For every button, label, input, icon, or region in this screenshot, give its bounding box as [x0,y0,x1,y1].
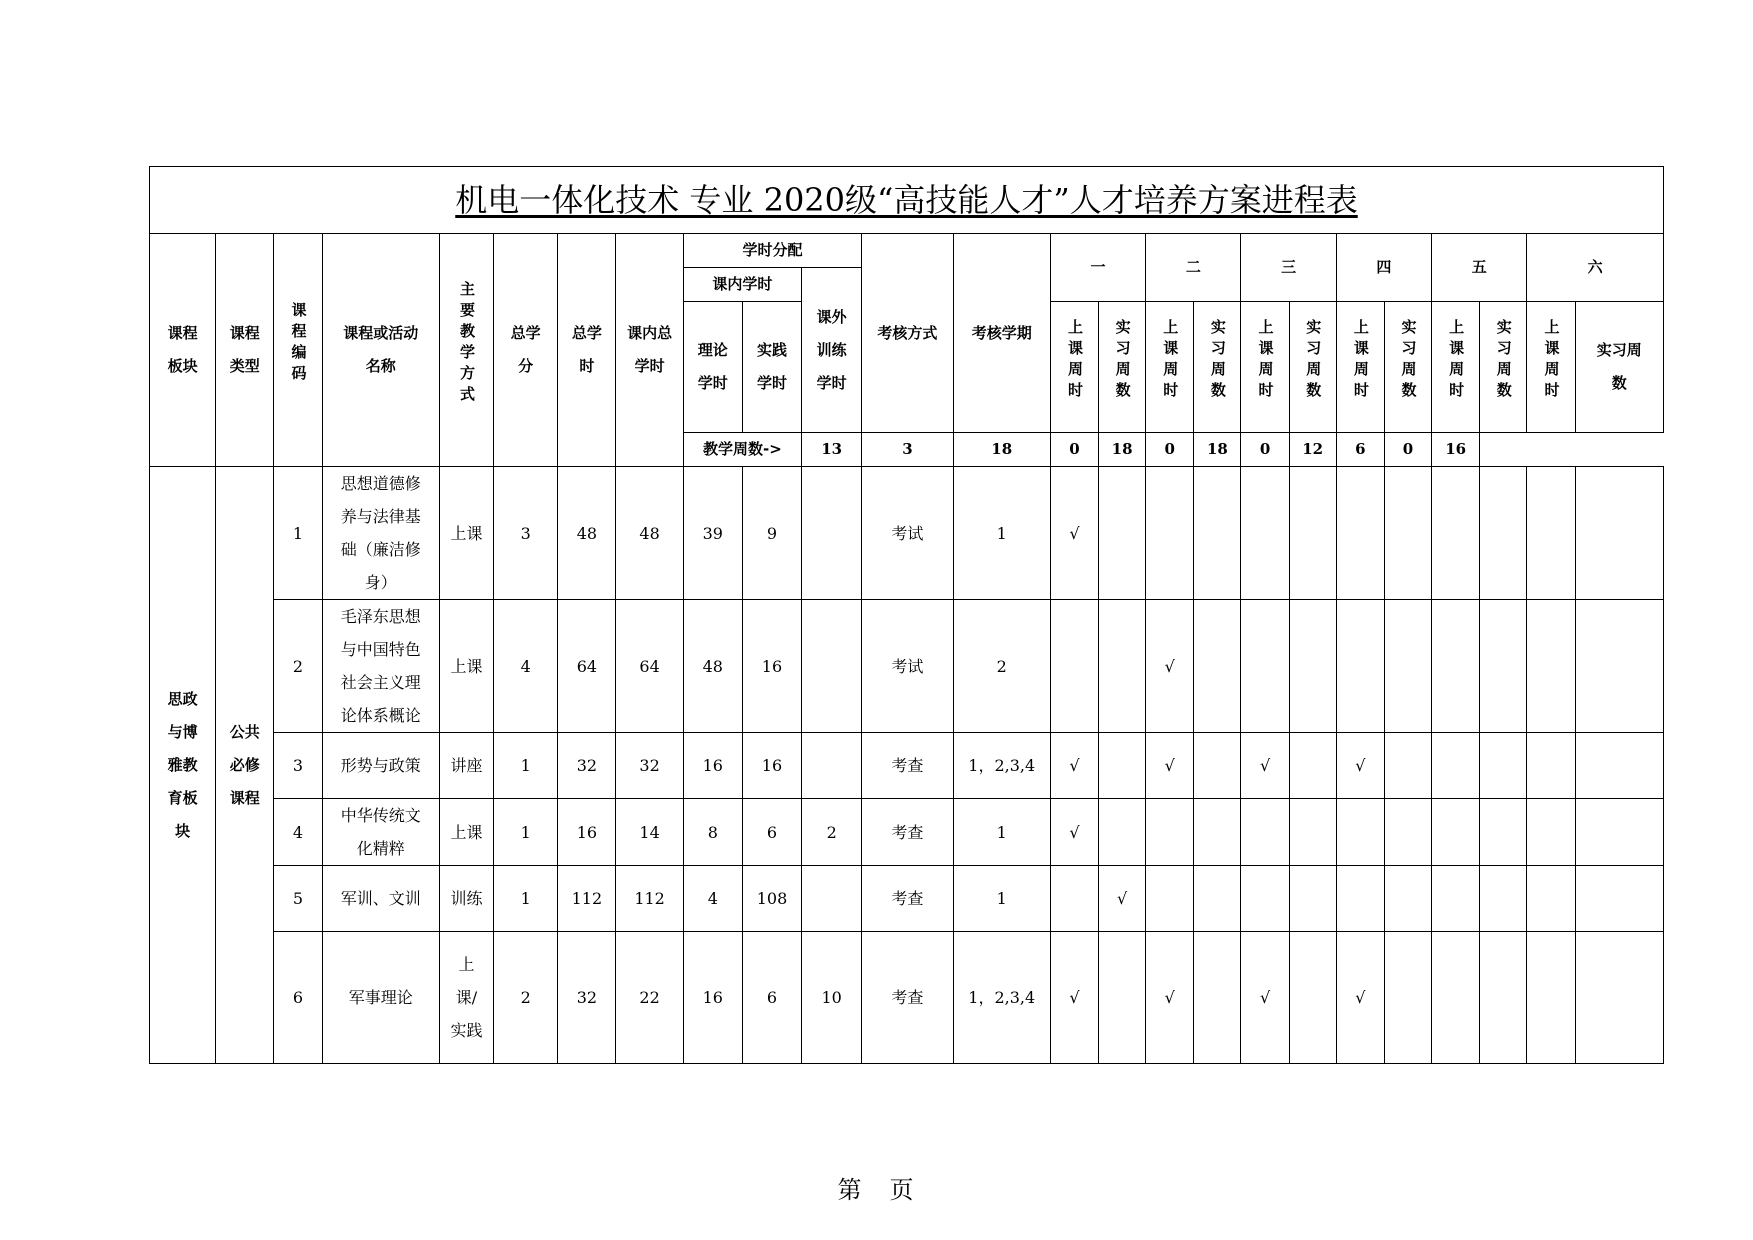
header-inclass-total: 课内总学时 [616,234,683,467]
course-exam-term: 1 [953,866,1050,932]
course-code: 2 [274,600,322,733]
semester-mark-cell [1146,866,1194,932]
course-code: 3 [274,733,322,799]
header-type: 课程类型 [216,234,274,467]
semester-mark-cell [1432,600,1480,733]
semester-mark-cell [1575,799,1663,866]
course-row [150,866,1664,932]
course-practice-hours: 9 [742,467,801,600]
semester-3-header: 三 [1241,234,1336,302]
course-name: 军训、文训 [322,866,439,932]
header-intern-weeks-s4: 实习周数 [1384,302,1431,433]
course-exam-term: 2 [953,600,1050,733]
course-inclass-hours: 32 [616,733,683,799]
header-practice: 实践学时 [742,302,801,433]
semester-mark-cell [1432,866,1480,932]
semester-mark-cell [1194,600,1241,733]
semester-mark-cell [1289,932,1336,1064]
semester-mark-cell [1432,799,1480,866]
course-inclass-hours: 112 [616,866,683,932]
semester-mark-cell: √ [1050,467,1098,600]
course-theory-hours: 16 [683,932,742,1064]
semester-2-header: 二 [1146,234,1241,302]
header-inclass-hours: 课内学时 [683,268,801,302]
semester-5-header: 五 [1432,234,1527,302]
header-intern-weeks-s1: 实习周数 [1099,302,1146,433]
semester-mark-cell: √ [1050,932,1098,1064]
course-practice-hours: 16 [742,733,801,799]
semester-mark-cell [1527,932,1575,1064]
semester-mark-cell [1099,600,1146,733]
semester-mark-cell [1194,932,1241,1064]
semester-mark-cell [1480,866,1527,932]
page-footer: 第 页 [837,1176,916,1204]
course-practice-hours: 6 [742,799,801,866]
semester-mark-cell [1336,799,1384,866]
semester-mark-cell [1480,799,1527,866]
course-practice-hours: 6 [742,932,801,1064]
header-intern-weeks-s2: 实习周数 [1194,302,1241,433]
semester-mark-cell: √ [1336,932,1384,1064]
header-hours-allocation: 学时分配 [683,234,862,268]
course-exam-method: 考查 [862,799,953,866]
semester-mark-cell [1289,866,1336,932]
course-code: 1 [274,467,322,600]
class-weeks-value-s4: 18 [1194,433,1241,467]
course-row [150,799,1664,866]
class-weeks-value-s2: 18 [953,433,1050,467]
semester-mark-cell [1194,799,1241,866]
semester-mark-cell: √ [1336,733,1384,799]
semester-mark-cell [1099,733,1146,799]
course-exam-method: 考查 [862,733,953,799]
course-name: 军事理论 [322,932,439,1064]
course-exam-method: 考查 [862,866,953,932]
semester-mark-cell [1384,932,1431,1064]
course-code: 5 [274,866,322,932]
semester-mark-cell [1289,799,1336,866]
semester-mark-cell [1527,600,1575,733]
semester-mark-cell [1289,600,1336,733]
course-inclass-hours: 64 [616,600,683,733]
semester-mark-cell [1050,866,1098,932]
course-method: 训练 [439,866,493,932]
course-row [150,600,1664,733]
course-method: 上课 [439,467,493,600]
semester-mark-cell [1384,467,1431,600]
course-name: 毛泽东思想与中国特色社会主义理论体系概论 [322,600,439,733]
course-theory-hours: 4 [683,866,742,932]
semester-mark-cell [1527,866,1575,932]
semester-mark-cell [1480,733,1527,799]
course-theory-hours: 16 [683,733,742,799]
semester-mark-cell [1527,799,1575,866]
semester-mark-cell [1480,932,1527,1064]
semester-mark-cell [1527,467,1575,600]
semester-mark-cell [1099,799,1146,866]
course-exam-method: 考查 [862,932,953,1064]
header-class-weeks-s3: 上课周时 [1241,302,1289,433]
course-total-hours: 64 [558,600,616,733]
course-extra-hours [802,733,862,799]
course-theory-hours: 48 [683,600,742,733]
semester-mark-cell [1099,467,1146,600]
course-credits: 1 [494,733,558,799]
semester-mark-cell [1194,733,1241,799]
course-extra-hours: 2 [802,799,862,866]
semester-mark-cell [1575,733,1663,799]
intern-weeks-value-s2: 0 [1050,433,1098,467]
course-row [150,467,1664,600]
semester-mark-cell [1336,467,1384,600]
semester-mark-cell [1527,733,1575,799]
course-credits: 3 [494,467,558,600]
semester-mark-cell [1575,866,1663,932]
intern-weeks-value-s6: 16 [1432,433,1480,467]
course-extra-hours: 10 [802,932,862,1064]
semester-mark-cell [1336,866,1384,932]
course-practice-hours: 108 [742,866,801,932]
course-extra-hours [802,467,862,600]
course-practice-hours: 16 [742,600,801,733]
semester-mark-cell [1099,932,1146,1064]
header-intern-weeks-s6: 实习周数 [1575,302,1663,433]
course-inclass-hours: 48 [616,467,683,600]
class-weeks-value-s6: 0 [1384,433,1431,467]
semester-1-header: 一 [1050,234,1145,302]
course-extra-hours [802,866,862,932]
semester-mark-cell [1289,733,1336,799]
semester-mark-cell [1480,600,1527,733]
semester-mark-cell [1432,467,1480,600]
header-method: 主要教学方式 [439,234,493,467]
intern-weeks-value-s4: 0 [1241,433,1289,467]
header-intern-weeks-s3: 实习周数 [1289,302,1336,433]
course-theory-hours: 39 [683,467,742,600]
semester-mark-cell [1384,733,1431,799]
header-code: 课程编码 [274,234,322,467]
semester-mark-cell [1050,600,1098,733]
header-total-hours: 总学时 [558,234,616,467]
semester-mark-cell [1241,600,1289,733]
semester-mark-cell: √ [1241,932,1289,1064]
semester-mark-cell [1384,600,1431,733]
course-method: 上课 [439,799,493,866]
course-method: 上课/实践 [439,932,493,1064]
semester-mark-cell [1241,467,1289,600]
course-exam-term: 1 [953,799,1050,866]
course-exam-method: 考试 [862,600,953,733]
semester-mark-cell [1241,799,1289,866]
header-extracurricular: 课外训练学时 [802,268,862,433]
header-class-weeks-s5: 上课周时 [1432,302,1480,433]
semester-mark-cell: √ [1099,866,1146,932]
header-class-weeks-s6: 上课周时 [1527,302,1575,433]
course-credits: 1 [494,866,558,932]
semester-mark-cell [1289,467,1336,600]
semester-mark-cell: √ [1146,733,1194,799]
course-exam-term: 1，2,3,4 [953,932,1050,1064]
header-theory: 理论学时 [683,302,742,433]
header-credits: 总学分 [494,234,558,467]
intern-weeks-value-s3: 0 [1146,433,1194,467]
class-weeks-value-s3: 18 [1099,433,1146,467]
course-total-hours: 32 [558,932,616,1064]
header-block: 课程板块 [150,234,216,467]
header-intern-weeks-s5: 实习周数 [1480,302,1527,433]
course-extra-hours [802,600,862,733]
course-code: 6 [274,932,322,1064]
course-theory-hours: 8 [683,799,742,866]
course-code: 4 [274,799,322,866]
course-inclass-hours: 14 [616,799,683,866]
semester-mark-cell [1146,467,1194,600]
semester-mark-cell [1194,866,1241,932]
semester-mark-cell [1575,932,1663,1064]
semester-mark-cell [1384,866,1431,932]
course-method: 讲座 [439,733,493,799]
course-name: 中华传统文化精粹 [322,799,439,866]
semester-mark-cell: √ [1146,932,1194,1064]
course-credits: 4 [494,600,558,733]
semester-mark-cell [1575,600,1663,733]
semester-mark-cell [1194,467,1241,600]
semester-mark-cell [1384,799,1431,866]
course-method: 上课 [439,600,493,733]
course-exam-term: 1 [953,467,1050,600]
header-name: 课程或活动名称 [322,234,439,467]
semester-mark-cell [1241,866,1289,932]
course-block-cell: 思政与博雅教育板块 [150,467,216,1064]
course-total-hours: 48 [558,467,616,600]
course-name: 形势与政策 [322,733,439,799]
header-exam-term: 考核学期 [953,234,1050,433]
semester-mark-cell [1432,733,1480,799]
class-weeks-value-s1: 13 [802,433,862,467]
header-class-weeks-s2: 上课周时 [1146,302,1194,433]
course-type-cell: 公共必修课程 [216,467,274,1064]
course-inclass-hours: 22 [616,932,683,1064]
semester-mark-cell [1480,467,1527,600]
semester-mark-cell [1575,467,1663,600]
semester-mark-cell [1432,932,1480,1064]
teaching-weeks-label: 教学周数-> [683,433,801,467]
course-credits: 2 [494,932,558,1064]
semester-4-header: 四 [1336,234,1431,302]
header-class-weeks-s1: 上课周时 [1050,302,1098,433]
semester-mark-cell: √ [1050,799,1098,866]
course-row [150,733,1664,799]
semester-mark-cell [1146,799,1194,866]
intern-weeks-value-s5: 6 [1336,433,1384,467]
course-total-hours: 112 [558,866,616,932]
semester-mark-cell: √ [1050,733,1098,799]
training-plan-table [149,166,1664,1064]
semester-mark-cell [1336,600,1384,733]
course-exam-term: 1，2,3,4 [953,733,1050,799]
semester-mark-cell: √ [1241,733,1289,799]
course-exam-method: 考试 [862,467,953,600]
course-row [150,932,1664,1064]
course-total-hours: 16 [558,799,616,866]
page-title: 机电一体化技术 专业 2020级“高技能人才”人才培养方案进程表 [150,167,1664,234]
header-class-weeks-s4: 上课周时 [1336,302,1384,433]
course-credits: 1 [494,799,558,866]
course-name: 思想道德修养与法律基础（廉洁修身） [322,467,439,600]
header-exam-method: 考核方式 [862,234,953,433]
course-total-hours: 32 [558,733,616,799]
semester-6-header: 六 [1527,234,1664,302]
semester-mark-cell: √ [1146,600,1194,733]
class-weeks-value-s5: 12 [1289,433,1336,467]
intern-weeks-value-s1: 3 [862,433,953,467]
